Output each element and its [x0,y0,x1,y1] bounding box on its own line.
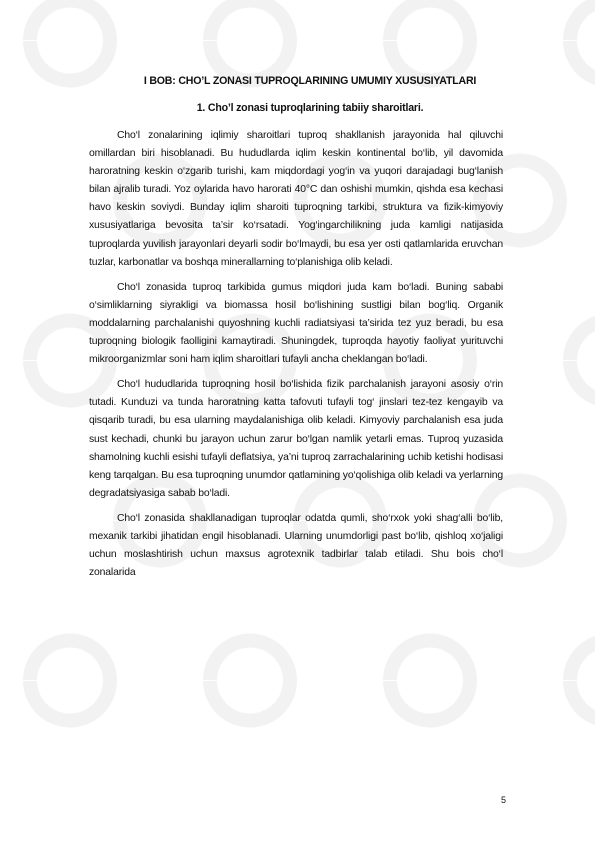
section-title: 1. Cho’l zonasi tuproqlarining tabiiy sharoitlari. [196,102,424,114]
paragraph-1: Cho‘l zonalarining iqlimiy sharoitlari tuproq shakllanish jarayonida hal qiluvchi omillardan biri hisoblanadi. Bu hududlarda iqlim keskin kontinental bo‘lib, yil davomida haroratning keskin o‘zgarib turishi, kam miqdordagi yog‘in va yuqori darajadagi bug‘lanish bilan ajralib turadi. Yoz oylarida havo harorati 40°C dan oshishi mumkin, qishda esa kechasi havo keskin soviydi. Bunday iqlim sharoiti tuproqning tarkibi, struktura va fizik-kimyoviy xususiyatlariga bevosita ta’sir ko‘rsatadi. Yog‘ingarchilikning juda kamligi natijasida tuproqlarda yuvilish jarayonlari deyarli sodir bo‘lmaydi, bu esa yer osti qatlamlarida eruvchan tuzlar, karbonatlar va boshqa minerallarning to‘planishiga olib keladi. [89,130,503,268]
chapter-title: I BOB: CHO’L ZONASI TUPROQLARINING UMUMIY XUSUSIYATLARI [143,75,477,87]
paragraph-2: Cho‘l zonasida tuproq tarkibida gumus miqdori juda kam bo‘ladi. Buning sababi o‘simliklarning siyrakligi va biomassa hosil bo‘lishining sustligi bilan bog‘liq. Organik moddalarning parchalanishi quyoshning kuchli radiatsiyasi ta’sirida tez yuz beradi, bu esa tuproqning biologik faolligini kamaytiradi. Shuningdek, tuproqda hayotiy faoliyat yurituvchi mikroorganizmlar soni ham iqlim sharoitlari tufayli ancha cheklangan bo‘ladi. [89,281,503,366]
paragraph-3: Cho‘l hududlarida tuproqning hosil bo‘lishida fizik parchalanish jarayoni asosiy o‘rin tutadi. Kunduzi va tunda haroratning katta tafovuti tufayli tog‘ jinslari tez-tez kengayib va qisqarib turadi, bu esa ularning maydalanishiga olib keladi. Kimyoviy parchalanish esa juda sust kechadi, chunki bu jarayon uchun zarur bo‘lgan namlik yetarli emas. Tuproq yuzasida shamolning kuchli esishi tufayli deflatsiya, ya’ni tuproq zarrachalarining uchib ketishi hodisasi keng tarqalgan. Bu esa tuproqning unumdor qatlamining yo‘qolishiga olib keladi va yerlarning degradatsiyasiga sabab bo‘ladi. [89,379,503,499]
paragraph-4: Cho‘l zonasida shakllanadigan tuproqlar odatda qumli, sho‘rxok yoki shag‘alli bo‘lib, mexanik tarkibi jihatidan engil hisoblanadi. Ularning unumdorligi past bo‘lib, qishloq xo‘jaligi uchun moslashtirish uchun maxsus agrotexnik tadbirlar talab etiladi. Shu bois cho‘l zonalarida [89,512,503,579]
page-number: 5 [500,795,506,805]
document-body [89,72,503,582]
